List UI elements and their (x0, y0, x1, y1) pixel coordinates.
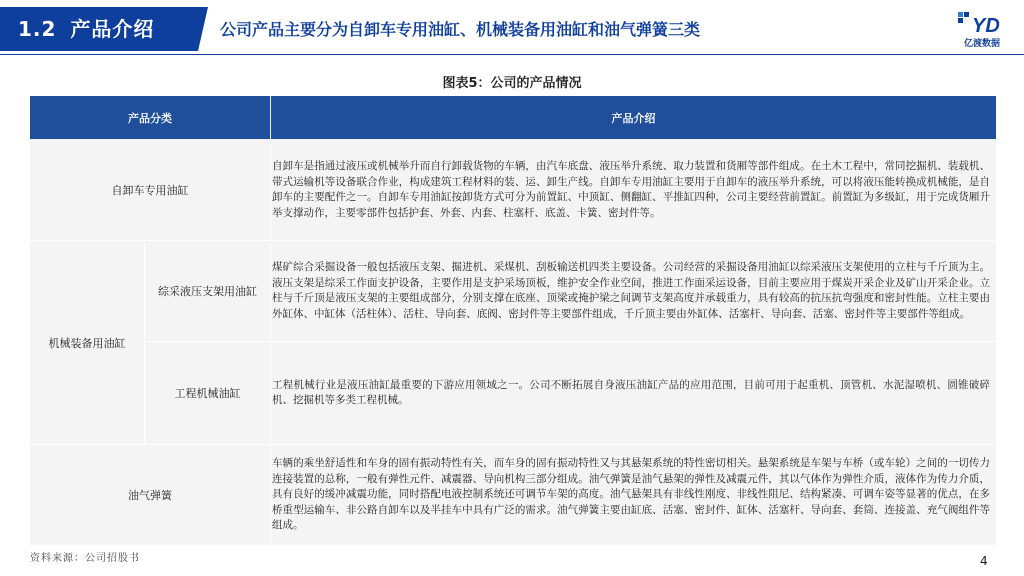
product-table (30, 96, 996, 545)
section-title: 产品介绍 (70, 17, 155, 41)
column-header-description: 产品介绍 (271, 96, 996, 139)
page-number: 4 (980, 554, 988, 568)
logo-text: 亿渡数据 (963, 39, 1000, 49)
column-divider (270, 139, 271, 545)
source-note: 资料来源：公司招股书 (30, 553, 140, 564)
column-header-category: 产品分类 (30, 96, 270, 139)
category-cell: 机械装备用油缸 (48, 336, 126, 350)
category-cell: 油气弹簧 (128, 489, 172, 502)
slide-headline: 公司产品主要分为自卸车专用油缸、机械装备用油缸和油气弹簧三类 (220, 20, 701, 39)
category-cell: 自卸车专用油缸 (111, 184, 189, 197)
figure-title: 图表5：公司的产品情况 (442, 76, 582, 91)
column-divider (144, 241, 145, 444)
subcategory-cell: 工程机械油缸 (174, 387, 241, 400)
description-cell: 自卸车是指通过液压或机械举升而自行卸载货物的车辆，由汽车底盘、液压举升系统、取力装置和货厢等部件组成。在土木工程中，常同挖掘机、装载机、带式运输机等设备联合作业，构成建筑工程材料的装、运、卸生产线。自卸车专用油缸主要用于自卸车的液压举升系统，可以将液压能转换成机械能，是自卸车的主要配件之一。自卸车专用油缸按卸货方式可分为前置缸、中顶缸、侧翻缸、平推缸四种，公司主要经营前置缸。前置缸为多级缸，用于完成货厢升举支撑动作，主要零部件包括护套、外套、内套、柱塞杆、底盖、卡簧、密封件等。 (272, 160, 990, 219)
header-divider (0, 54, 1024, 55)
slide-header (0, 0, 1024, 62)
section-number: 1.2 (18, 17, 57, 41)
description-cell: 煤矿综合采掘设备一般包括液压支架、掘进机、采煤机、刮板输送机四类主要设备。公司经营的采掘设备用油缸以综采液压支架使用的立柱与千斤顶为主。液压支架是综采工作面支护设备，主要作用是支护采场顶板，维护安全作业空间，推进工作面采运设备，目前主要应用于煤炭开采企业及矿山开采企业。立柱与千斤顶是液压支架的主要组成部分，分别支撑在底座、顶梁或掩护梁之间调节支架高度并承载重力，具有较高的抗压抗弯强度和密封性能。立柱主要由外缸体、中缸体（活柱体）、活柱、导向套、底阀、密封件等主要部件组成，千斤顶主要由外缸体、活塞杆、导向套、活塞、密封件等主要部件等组成。 (272, 261, 990, 320)
description-cell: 工程机械行业是液压油缸最重要的下游应用领域之一。公司不断拓展自身液压油缸产品的应用范围，目前可用于起重机、顶管机、水泥湿喷机、圆锥破碎机、挖掘机等多类工程机械。 (272, 378, 990, 406)
section-tag-slant (198, 7, 208, 51)
row-divider (30, 444, 996, 445)
row-divider (30, 240, 996, 241)
section-tag (0, 7, 198, 51)
subcategory-cell: 综采液压支架用油缸 (158, 285, 257, 298)
logo-mark: YD (972, 15, 1000, 37)
description-cell: 车辆的乘坐舒适性和车身的固有振动特性有关，而车身的固有振动特性又与其悬架系统的特性密切相关。悬架系统是车架与车桥（或车轮）之间的一切传力连接装置的总称，一般有弹性元件、减震器、导向机构三部分组成。油气弹簧是油气悬架的弹性及减震元件，其以气体作为弹性介质，液体作为传力介质，具有良好的缓冲减震功能，同时搭配电液控制系统还可调节车架的高度。油气悬架具有非线性刚度、非线性阻尼、结构紧凑、可调车姿等显著的优点，在多桥重型运输车、非公路自卸车以及半挂车中具有广泛的需求。油气弹簧主要由缸底、活塞、密封件、缸体、活塞杆、导向套、套筒、连接盖、充气阀组件等组成。 (272, 457, 990, 532)
row-divider (145, 341, 996, 342)
